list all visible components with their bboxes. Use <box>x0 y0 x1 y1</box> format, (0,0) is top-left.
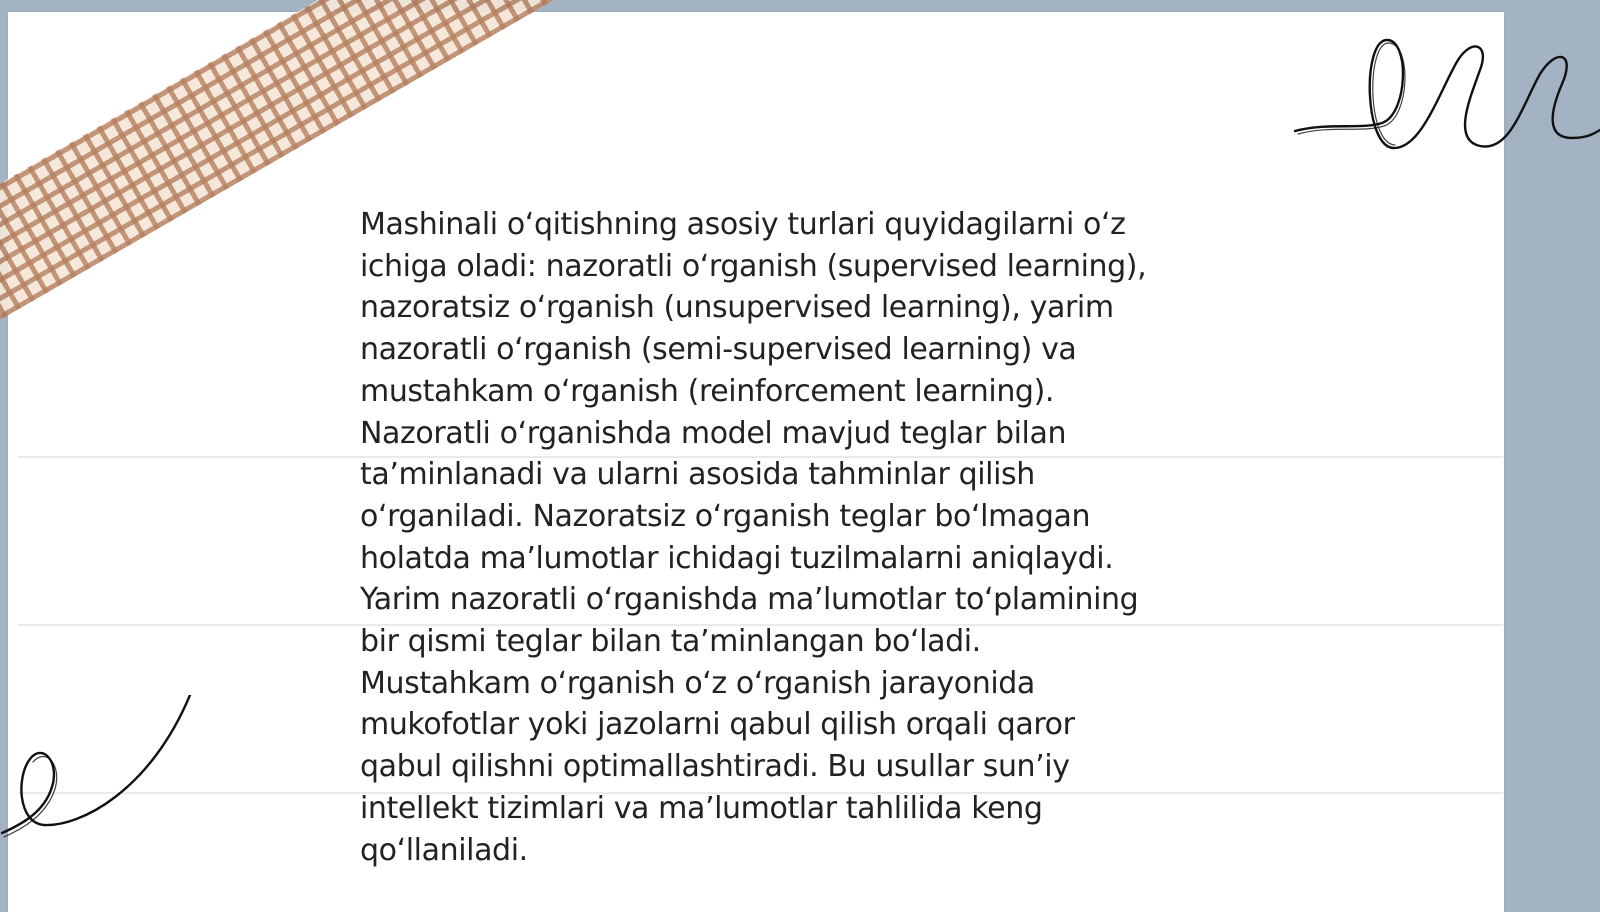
slide-body-text: Mashinali oʻqitishning asosiy turlari quyidagilarni oʻz ichiga oladi: nazoratli oʻrganish (supervised learning), nazoratsiz oʻrganish (unsupervised learning), yarim nazoratli oʻrganish (semi-supervised learning) va mustahkam oʻrganish (reinforcement learning). Nazoratli oʻrganishda model mavjud teglar bilan taʼminlanadi va ularni asosida tahminlar qilish oʻrganiladi. Nazoratsiz oʻrganish teglar boʻlmagan holatda maʼlumotlar ichidagi tuzilmalarni aniqlaydi. Yarim nazoratli oʻrganishda maʼlumotlar toʻplamining bir qismi teglar bilan taʼminlangan boʻladi. Mustahkam oʻrganish oʻz oʻrganish jarayonida mukofotlar yoki jazolarni qabul qilish orqali qaror qabul qilishni optimallashtiradi. Bu usullar sunʼiy intellekt tizimlari va maʼlumotlar tahlilida keng qoʻllaniladi. <box>360 207 1147 868</box>
loop-doodle-icon <box>1290 30 1600 170</box>
loop-doodle-icon <box>0 695 200 855</box>
